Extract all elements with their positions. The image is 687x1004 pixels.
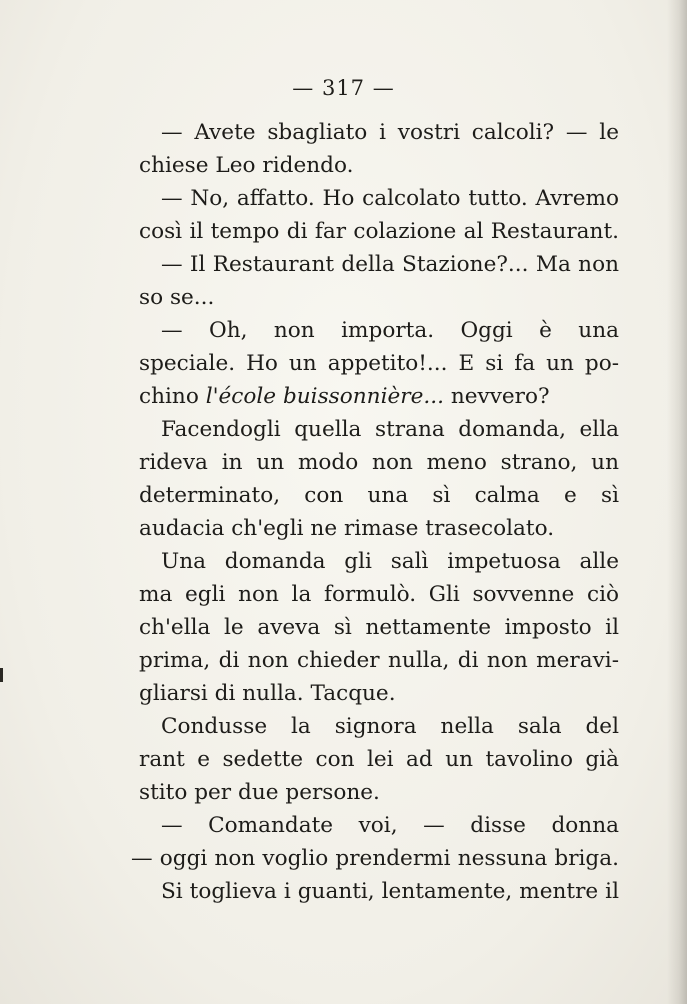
text-line: Facendogli quella strana domanda, ella — [161, 417, 619, 442]
page-binding-shadow — [667, 0, 687, 1004]
page-number: — 317 — — [292, 76, 395, 100]
text-line: rant e sedette con lei ad un tavolino già — [139, 747, 619, 772]
text-line: speciale. Ho un appetito!... E si fa un po- — [139, 351, 619, 376]
text-line: — Comandate voi, — disse donna — [161, 813, 619, 838]
text-line: — Il Restaurant della Stazione?... Ma non — [161, 252, 619, 277]
text-line-mixed — [139, 380, 619, 413]
text-line: ma egli non la formulò. Gli sovvenne ciò — [139, 582, 619, 607]
text-line: così il tempo di far colazione al Restaurant. — [139, 219, 619, 244]
text-line: so se... — [139, 285, 215, 310]
margin-mark — [0, 668, 3, 682]
text-line: — Oh, non importa. Oggi è una — [161, 318, 619, 343]
text-line: Una domanda gli salì impetuosa alle — [161, 549, 619, 574]
text-line: prima, di non chieder nulla, di non meravi- — [139, 648, 619, 673]
text-line: stito per due persone. — [139, 780, 380, 805]
text-line: — No, affatto. Ho calcolato tutto. Avremo — [161, 186, 619, 211]
text-line: Condusse la signora nella sala del — [161, 714, 619, 739]
text-fragment: chino — [139, 384, 206, 409]
text-line: determinato, con una sì calma e sì — [139, 483, 619, 508]
text-line: Si toglieva i guanti, lentamente, mentre il — [161, 879, 619, 904]
text-line: ch'ella le aveva sì nettamente imposto il — [139, 615, 619, 640]
text-line: — Avete sbagliato i vostri calcoli? — le — [161, 120, 619, 145]
italic-phrase: l'école buissonnière... — [205, 384, 444, 409]
text-fragment: nevvero? — [443, 384, 550, 409]
text-line: rideva in un modo non meno strano, un — [139, 450, 619, 475]
text-line: chiese Leo ridendo. — [139, 153, 354, 178]
body-text — [131, 116, 619, 908]
text-line: — oggi non voglio prendermi nessuna briga. — [131, 846, 619, 871]
text-line: audacia ch'egli ne rimase trasecolato. — [139, 516, 555, 541]
text-line: gliarsi di nulla. Tacque. — [139, 681, 396, 706]
